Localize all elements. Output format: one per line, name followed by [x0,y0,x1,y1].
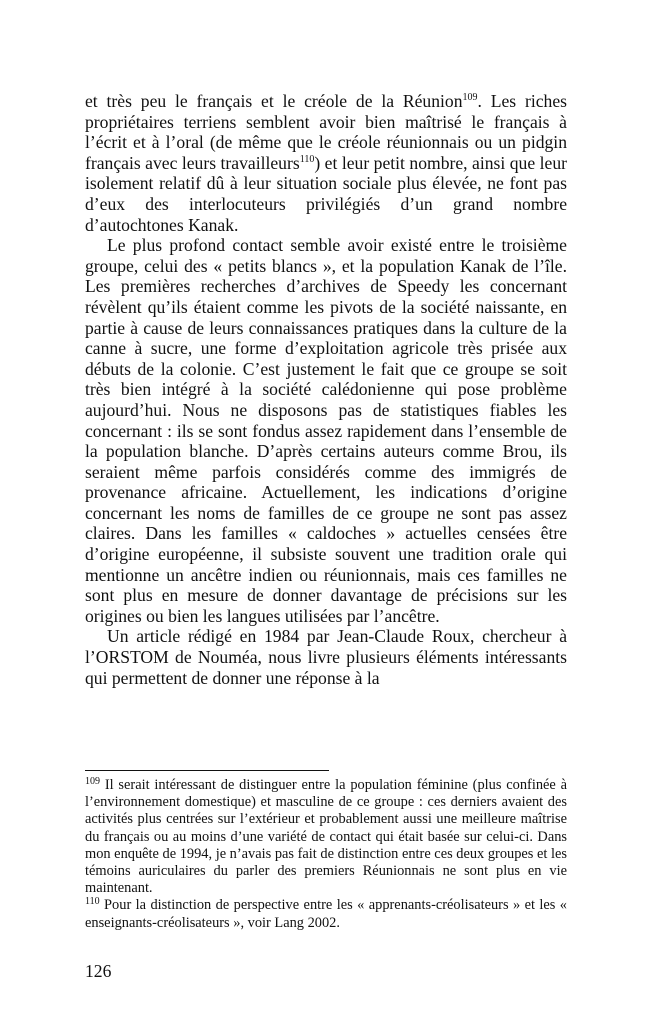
page-body [85,91,567,688]
footnote-text: Pour la distinction de perspective entre les « apprenants-créolisateurs » et les « enseignants-créolisateurs », voir Lang 2002. [85,897,567,931]
paragraph-2: Le plus profond contact semble avoir existé entre le troisième groupe, celui des « petits blancs », et la population Kanak de l’île. Les premières recherches d’archives de Speedy les concernant révèlent qu’ils étaient comme les pivots de la société naissante, en partie à cause de leurs connaissances pratiques dans la culture de la canne à sucre, une forme d’exploitation agricole très prisée aux débuts de la colonie. C’est justement le fait que ce groupe se soit très bien intégré à la société calédonienne qui pose problème aujourd’hui. Nous ne disposons pas de statistiques fiables les concernant : ils se sont fondus assez rapidement dans l’ensemble de la population blanche. D’après certains auteurs comme Brou, ils seraient même parfois considérés comme des immigrés de provenance africaine. Actuellement, les indications d’origine concernant les noms de familles de ce groupe ne sont pas assez claires. Dans les familles « caldoches » actuelles censées être d’origine européenne, il subsiste souvent une tradition orale qui mentionne un ancêtre indien ou réunionnais, mais ces familles ne sont plus en mesure de donner davantage de précisions sur les origines ou bien les langues utilisées par l’ancêtre. [85,235,567,626]
footnote-text: Il serait intéressant de distinguer entre la population féminine (plus confinée à l’environnement domestique) et masculine de ce groupe : ces derniers avaient des activités plus centrées sur l’extérieur et probablement aussi une meilleure maîtrise du français ou au moins d’une variété de contact qui était basée sur celui-ci. Dans mon enquête de 1994, je n’avais pas fait de distinction entre ces deux groupes et les témoins auriculaires du parler des premiers Réunionnais ne sont plus en vie maintenant. [85,777,567,897]
footnote-110 [85,897,567,931]
footnotes [85,777,567,932]
footnote-109 [85,777,567,897]
footnote-ref-110[interactable]: 110 [299,153,315,165]
paragraph-1-text-a: et très peu le français et le créole de la Réunion [85,91,463,111]
body-text [85,91,567,688]
paragraph-1-text-b: . Les riches propriétaires terriens semblent avoir bien maîtrisé le français à l’écrit et à l’oral (de même que le créole réunionnais ou un pidgin français avec leurs travailleurs [85,91,567,173]
footnote-ref-109[interactable]: 109 [462,92,478,103]
footnote-number: 109 [85,776,100,787]
paragraph-3: Un article rédigé en 1984 par Jean-Claude Roux, chercheur à l’ORSTOM de Nouméa, nous livre plusieurs éléments intéressants qui permettent de donner une réponse à la [85,626,567,688]
footnote-separator [85,770,329,771]
paragraph-1 [85,91,567,235]
paragraph-1-text-c: ) et leur petit nombre, ainsi que leur isolement relatif dû à leur situation sociale plus élevée, ne font pas d’eux des interlocuteurs privilégiés d’un grand nombre d’autochtones Kanak. [85,152,567,235]
footnote-number: 110 [85,896,100,908]
page-number: 126 [85,961,112,981]
